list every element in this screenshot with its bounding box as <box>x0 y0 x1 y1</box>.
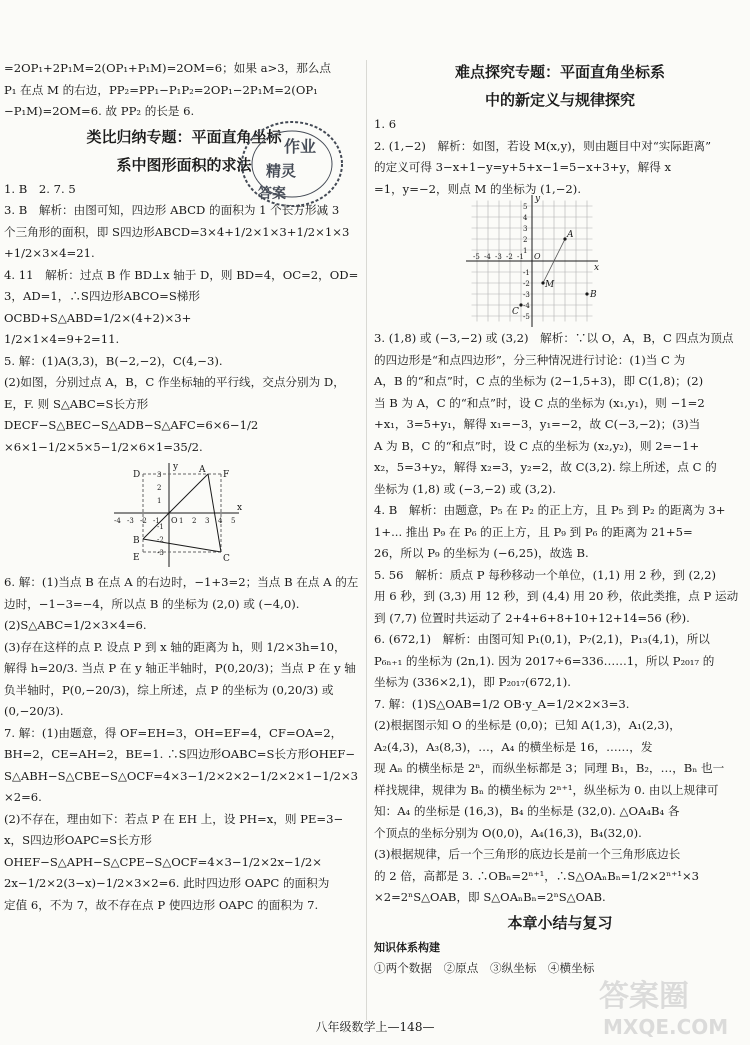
y-tick-label: -2 <box>523 280 530 288</box>
label-y: y <box>535 194 541 204</box>
side-bc <box>143 539 221 552</box>
section-heading: 类比归纳专题：平面直角坐标 <box>86 127 282 146</box>
answer-line: (3)存在这样的点 P. 设点 P 到 x 轴的距离为 h，则 1/2×3h=10， <box>4 639 346 654</box>
answer-line: 5. 56 解析：质点 P 每秒移动一个单位，(1,1) 用 2 秒，到 (2,2) <box>374 567 717 582</box>
y-tick-label: 1 <box>523 247 528 255</box>
answer-line: 知：A₄ 的坐标是 (16,3)，B₄ 的坐标是 (32,0). △OA₄B₄ 各 <box>374 804 680 818</box>
x-tick-label: 4 <box>218 517 223 525</box>
label-y: y <box>173 462 179 472</box>
answer-line: ×2=2ⁿS△OAB，即 S△OAₙBₙ=2ⁿS△OAB. <box>374 890 606 904</box>
answer-line: 个三角形的面积，即 S四边形ABCD=3×4+1/2×1×3+1/2×1×3 <box>4 224 350 239</box>
answer-line: −P₁M)=2OM=6. 故 PP₂ 的长是 6. <box>4 104 195 118</box>
page-footer: 八年级数学上—148— <box>315 1020 435 1034</box>
side-ab <box>143 474 208 539</box>
answer-line: +x₁，3=5+y₁，解得 x₁=−3，y₁=−2，故 C(−3,−2)；(3)当 <box>374 417 701 431</box>
answer-line: 1+... 推出 P₉ 在 P₆ 的正上方，且 P₉ 到 P₆ 的距离为 21+5= <box>374 524 693 539</box>
answer-line: ×2=6. <box>4 790 42 804</box>
label-x: x <box>594 263 600 273</box>
answer-line: 1. 6 <box>374 117 397 131</box>
answer-line: 2x−1/2×2(3−x)−1/2×3×2=6. 此时四边形 OAPC 的面积为 <box>4 876 330 890</box>
svg-text:精灵: 精灵 <box>266 162 297 180</box>
label-f: F <box>223 470 230 480</box>
x-tick-label: 5 <box>231 517 236 525</box>
answer-line: 定值 6，不为 7，故不存在点 P 使四边形 OAPC 的面积为 7. <box>4 897 319 912</box>
label-origin: O <box>171 516 178 525</box>
answer-line: E，F. 则 S△ABC=S长方形DECF−S△BEC−S△ADB−S△AFC=6×6−1/2 <box>4 396 259 432</box>
answer-line: 负半轴时，P(0,−20/3)，综上所述，点 P 的坐标为 (0,20/3) 或 <box>4 682 334 697</box>
figure-grid-abcm <box>464 194 604 325</box>
y-tick-label: -1 <box>157 523 164 531</box>
answer-line: 3. (1,8) 或 (−3,−2) 或 (3,2) 解析：∵以 O，A，B，C 四点为顶点 <box>374 331 734 345</box>
x-tick-label: -1 <box>153 517 160 525</box>
answer-line: 坐标为 (1,8) 或 (−3,−2) 或 (3,2). <box>374 481 556 496</box>
label-x: x <box>237 503 243 513</box>
x-tick-label: -2 <box>140 517 147 525</box>
answer-line: 到 (7,7) 位置时共运动了 2+4+6+8+10+12+14=56 (秒). <box>374 610 690 625</box>
y-tick-label: -3 <box>157 549 164 557</box>
y-tick-label: 3 <box>157 471 162 479</box>
label-b: B <box>590 290 597 300</box>
section-heading: 中的新定义与规律探究 <box>484 91 635 109</box>
point-b <box>585 292 588 295</box>
label-d: D <box>133 470 141 480</box>
answer-line: 3，AD=1，∴S四边形ABCO=S梯形OCBD+S△ABD=1/2×(4+2)×3+ <box>4 289 200 325</box>
label-origin: O <box>534 252 541 261</box>
y-tick-label: -3 <box>523 291 530 299</box>
section-heading: 系中图形面积的求法 <box>116 155 252 174</box>
y-tick-label: -1 <box>523 269 530 277</box>
answer-line: 个顶点的坐标分别为 O(0,0)，A₄(16,3)，B₄(32,0). <box>374 825 642 840</box>
svg-text:答案: 答案 <box>258 186 286 202</box>
answer-line: 4. 11 解析：过点 B 作 BD⊥x 轴于 D，则 BD=4，OC=2，OD= <box>4 267 359 282</box>
x-tick-label: -3 <box>495 253 502 261</box>
answer-line: 的定义可得 3−x+1−y=y+5+x−1=5−x+3+y，解得 x <box>374 160 672 174</box>
y-tick-label: 3 <box>523 225 528 233</box>
answer-line: 当 B 为 A，C 的“和点”时，设 C 点的坐标为 (x₁,y₁)，则 −1=2 <box>374 395 705 410</box>
label-m: M <box>545 280 555 290</box>
answer-line: 6. 解：(1)当点 B 在点 A 的右边时，−1+3=2；当点 B 在点 A 的左 <box>4 575 359 589</box>
y-tick-label: 1 <box>157 497 162 505</box>
answer-line: 4. B 解析：由题意，P₅ 在 P₂ 的正上方，且 P₅ 到 P₂ 的距离为 3+ <box>374 503 726 517</box>
answer-line: 5. 解：(1)A(3,3)，B(−2,−2)，C(4,−3). <box>4 353 223 368</box>
answer-line: BH=2，CE=AH=2，BE=1. ∴S四边形OABC=S长方形OHEF− <box>4 747 356 761</box>
answer-line: 解得 h=20/3. 当点 P 在 y 轴正半轴时，P(0,20/3)；当点 P 在 y 轴 <box>4 661 356 675</box>
answer-line: 6. (672,1) 解析：由图可知 P₁(0,1)，P₇(2,1)，P₁₃(4,1)，所以 <box>374 632 710 646</box>
answer-line: x，S四边形OAPC=S长方形OHEF−S△APH−S△CPE−S△OCF=4×3−1/2×2x−1/2× <box>4 833 322 869</box>
stamp-seal <box>238 118 346 210</box>
svg-text:答案圈: 答案圈 <box>599 979 689 1014</box>
y-tick-label: 2 <box>157 484 162 492</box>
right-column <box>374 58 746 980</box>
answer-line: ①两个数据 ②原点 ③纵坐标 ④横坐标 <box>374 961 595 975</box>
section-heading: 本章小结与复习 <box>507 913 613 932</box>
answer-line: 坐标为 (336×2,1)，即 P₂₀₁₇(672,1). <box>374 675 571 689</box>
answer-line: 的四边形是“和点四边形”，分三种情况进行讨论：(1)当 C 为 <box>374 352 686 367</box>
label-a: A <box>567 230 574 240</box>
answer-line: 边时，−1−3=−4，所以点 B 的坐标为 (2,0) 或 (−4,0). <box>4 596 300 611</box>
answer-line: P₆ₙ₊₁ 的坐标为 (2n,1). 因为 2017÷6=336……1，所以 P₂₀₁₇ 的 <box>374 653 715 668</box>
answer-line: (2)不存在，理由如下：若点 P 在 EH 上，设 PH=x，则 PE=3− <box>4 811 344 826</box>
label-e: E <box>133 553 140 563</box>
x-tick-label: 1 <box>179 517 184 525</box>
answer-line: (0,−20/3). <box>4 704 64 718</box>
x-tick-label: -4 <box>484 253 491 261</box>
answer-line: A，B 的“和点”时，C 点的坐标为 (2−1,5+3)，即 C(1,8)；(2) <box>374 374 704 388</box>
answer-line: (3)根据规律，后一个三角形的底边长是前一个三角形底边长 <box>374 847 681 861</box>
answer-line: 7. 解：(1)S△OAB=1/2 OB·y_A=1/2×2×3=3. <box>374 696 630 711</box>
answer-line: +1/2×3×4=21. <box>4 246 95 260</box>
label-a: A <box>199 465 206 475</box>
x-tick-label: -1 <box>517 253 524 261</box>
label-c: C <box>223 554 230 564</box>
y-tick-label: 2 <box>523 236 528 244</box>
answer-line: 2. (1,−2) 解析：如图，若设 M(x,y)，则由题目中对“实际距离” <box>374 138 712 153</box>
x-tick-label: 2 <box>192 517 197 525</box>
y-tick-label: -4 <box>523 302 530 310</box>
answer-line: (2)S△ABC=1/2×3×4=6. <box>4 618 147 632</box>
y-tick-label: 4 <box>523 214 528 222</box>
x-tick-label: -3 <box>127 517 134 525</box>
answer-line: 1/2×1×4=9+2=11. <box>4 332 120 346</box>
label-b: B <box>133 536 140 546</box>
answer-line: 样找规律，规律为 Bₙ 的横坐标为 2ⁿ⁺¹，纵坐标为 0. 由以上规律可 <box>374 782 719 797</box>
x-tick-label: -5 <box>473 253 480 261</box>
answer-line: A 为 B，C 的“和点”时，设 C 点的坐标为 (x₂,y₂)，则 2=−1+ <box>374 438 700 453</box>
answer-line: 现 Aₙ 的横坐标是 2ⁿ，而纵坐标都是 3；同理 B₁，B₂，…，Bₙ 也一 <box>374 761 725 775</box>
answer-line: ×6×1−1/2×5×5−1/2×6×1=35/2. <box>4 439 203 454</box>
answer-line: (2)根据图示知 O 的坐标是 (0,0)；已知 A(1,3)，A₁(2,3)， <box>374 718 681 732</box>
answer-line: S△ABH−S△CBE−S△OCF=4×3−1/2×2×2−1/2×2×1−1/2×3 <box>4 768 359 783</box>
answer-line: 26，所以 P₉ 的坐标为 (−6,25)，故选 B. <box>374 546 589 560</box>
svg-text:MXQE.COM: MXQE.COM <box>603 1015 729 1039</box>
answer-line: P₁ 在点 M 的右边，PP₂=PP₁−P₁P₂=2OP₁−2P₁M=2(OP₁ <box>4 82 318 97</box>
answer-line: x₂，5=3+y₂，解得 x₂=3，y₂=2，故 C(3,2). 综上所述，点 C 的 <box>374 460 717 474</box>
answer-line: =2OP₁+2P₁M=2(OP₁+P₁M)=2OM=6；如果 a>3，那么点 <box>4 61 331 75</box>
answer-line: 1. B 2. 7. 5 <box>4 181 76 196</box>
y-tick-label: -2 <box>157 536 164 544</box>
answer-line: 7. 解：(1)由题意，得 OF=EH=3，OH=EF=4，CF=OA=2， <box>4 725 343 740</box>
answer-line: 的 2 倍，高都是 3. ∴OBₙ=2ⁿ⁺¹，∴S△OAₙBₙ=1/2×2ⁿ⁺¹×3 <box>374 868 700 883</box>
y-tick-label: 5 <box>523 203 528 211</box>
svg-text:作业: 作业 <box>284 137 317 156</box>
section-heading: 难点探究专题：平面直角坐标系 <box>454 63 665 81</box>
figure-triangle-abc <box>114 461 244 569</box>
y-tick-label: -5 <box>523 313 530 321</box>
column-divider <box>366 60 367 1020</box>
x-tick-label: -4 <box>114 517 121 525</box>
answer-line: A₂(4,3)，A₃(8,3)，…，A₄ 的横坐标是 16，……，发 <box>374 739 653 754</box>
label-c: C <box>512 307 519 317</box>
subsection-label: 知识体系构建 <box>374 940 440 954</box>
answer-line: 3. B 解析：由图可知，四边形 ABCD 的面积为 1 个长方形减 3 <box>4 203 340 217</box>
x-tick-label: -2 <box>506 253 513 261</box>
x-tick-label: 3 <box>205 517 210 525</box>
answer-line: =1，y=−2，则点 M 的坐标为 (1,−2). <box>374 181 582 196</box>
answer-line: 用 6 秒，到 (3,3) 用 12 秒，到 (4,4) 用 20 秒，依此类推，点 P 运动 <box>374 589 739 603</box>
answer-line: (2)如图，分别过点 A，B，C 作坐标轴的平行线，交点分别为 D， <box>4 375 345 389</box>
